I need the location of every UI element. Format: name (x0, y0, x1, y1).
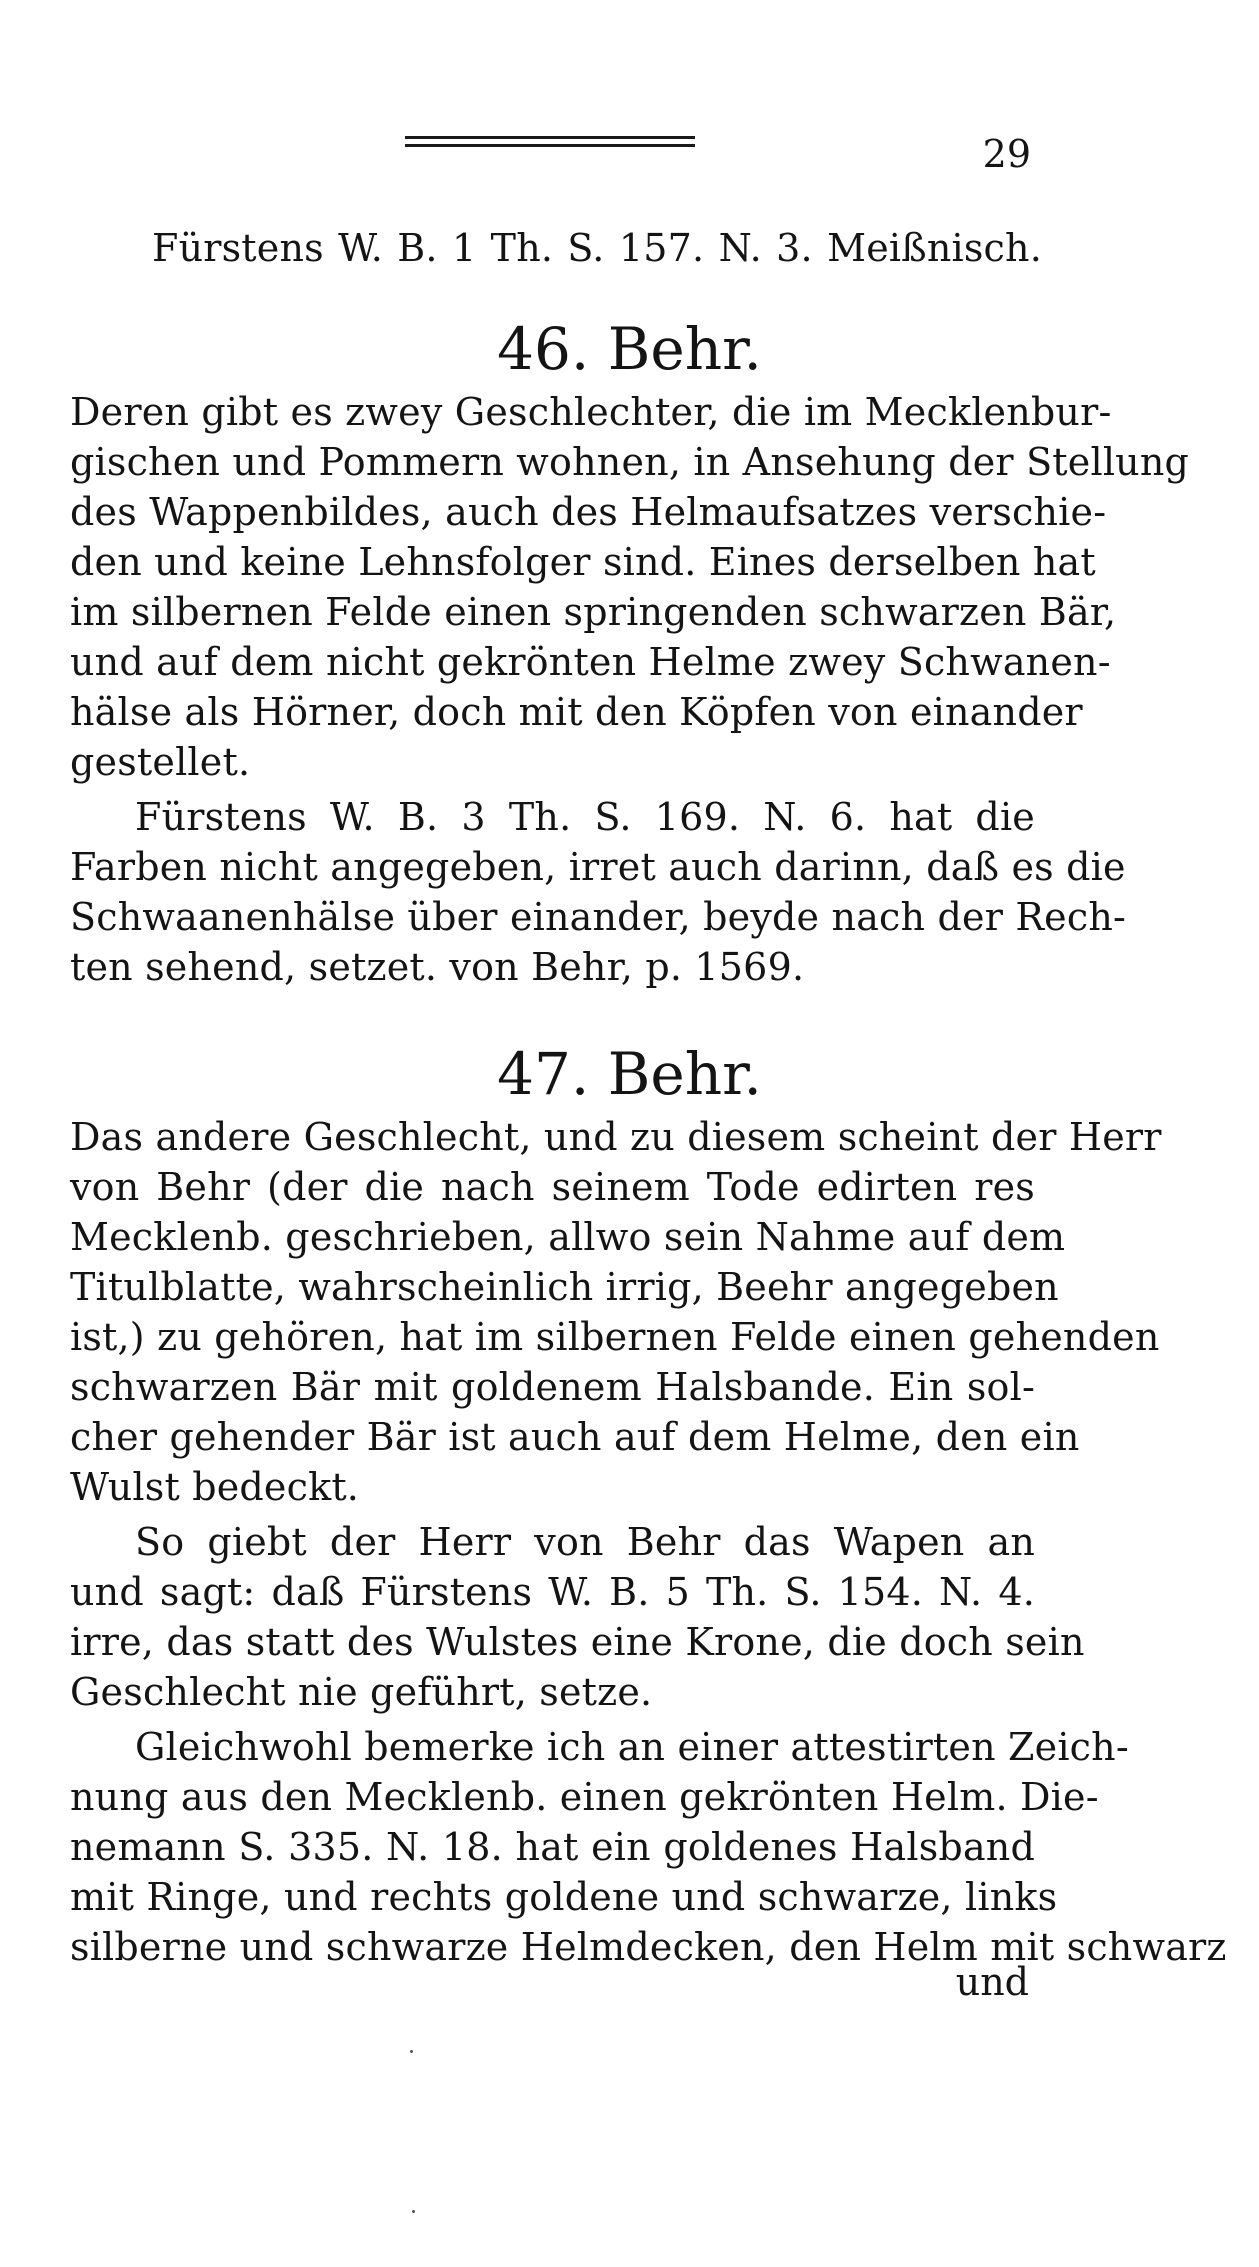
text-line: Schwaanenhälse über einander, beyde nach der Rech- (70, 895, 1127, 939)
header-line: Fürstens W. B. 1 Th. S. 157. N. 3. Meißnisch. (152, 226, 1042, 270)
page-number: 29 (982, 132, 1031, 176)
text-line: gischen und Pommern wohnen, in Ansehung der Stellung (70, 440, 1190, 484)
text-line: Deren gibt es zwey Geschlechter, die im Mecklenbur- (70, 390, 1112, 434)
text-line: und auf dem nicht gekrönten Helme zwey Schwanen- (70, 640, 1111, 684)
text-line: den und keine Lehnsfolger sind. Eines derselben hat (70, 540, 1096, 584)
header-rule-bottom (405, 144, 695, 147)
text-line: ist,) zu gehören, hat im silbernen Felde einen gehenden (70, 1315, 1160, 1359)
text-line: So giebt der Herr von Behr das Wapen an (135, 1520, 1035, 1564)
text-line: und sagt: daß Fürstens W. B. 5 Th. S. 154. N. 4. (70, 1570, 1035, 1614)
paper-speck (410, 2050, 413, 2053)
text-line: ten sehend, setzet. von Behr, p. 1569. (70, 945, 805, 989)
text-line: im silbernen Felde einen springenden schwarzen Bär, (70, 590, 1117, 634)
section-heading-46: 46. Behr. (497, 315, 762, 383)
text-line: hälse als Hörner, doch mit den Köpfen von einander (70, 690, 1083, 734)
text-line: Wulst bedeckt. (70, 1465, 360, 1509)
text-line: silberne und schwarze Helmdecken, den Helm mit schwarz (70, 1925, 1227, 1969)
header-rule-top (405, 136, 695, 139)
text-line: irre, das statt des Wulstes eine Krone, die doch sein (70, 1620, 1085, 1664)
text-line: Farben nicht angegeben, irret auch darinn, daß es die (70, 845, 1126, 889)
text-line: schwarzen Bär mit goldenem Halsbande. Ein sol- (70, 1365, 1035, 1409)
text-line: mit Ringe, und rechts goldene und schwarze, links (70, 1875, 1058, 1919)
text-line: Geschlecht nie geführt, setze. (70, 1670, 653, 1714)
section-heading-47: 47. Behr. (497, 1040, 762, 1108)
text-line: cher gehender Bär ist auch auf dem Helme, den ein (70, 1415, 1080, 1459)
text-line: von Behr (der die nach seinem Tode edirten res (70, 1165, 1035, 1209)
paper-speck (412, 2210, 415, 2213)
text-line: Mecklenb. geschrieben, allwo sein Nahme auf dem (70, 1215, 1066, 1259)
text-line: Gleichwohl bemerke ich an einer attestirten Zeich- (135, 1725, 1129, 1769)
text-line: nung aus den Mecklenb. einen gekrönten Helm. Die- (70, 1775, 1099, 1819)
text-line: Titulblatte, wahrscheinlich irrig, Beehr angegeben (70, 1265, 1059, 1309)
catchword: und (955, 1960, 1029, 2004)
text-line: Fürstens W. B. 3 Th. S. 169. N. 6. hat die (135, 795, 1035, 839)
text-line: Das andere Geschlecht, und zu diesem scheint der Herr (70, 1115, 1162, 1159)
text-line: des Wappenbildes, auch des Helmaufsatzes verschie- (70, 490, 1107, 534)
text-line: nemann S. 335. N. 18. hat ein goldenes Halsband (70, 1825, 1035, 1869)
text-line: gestellet. (70, 740, 251, 784)
